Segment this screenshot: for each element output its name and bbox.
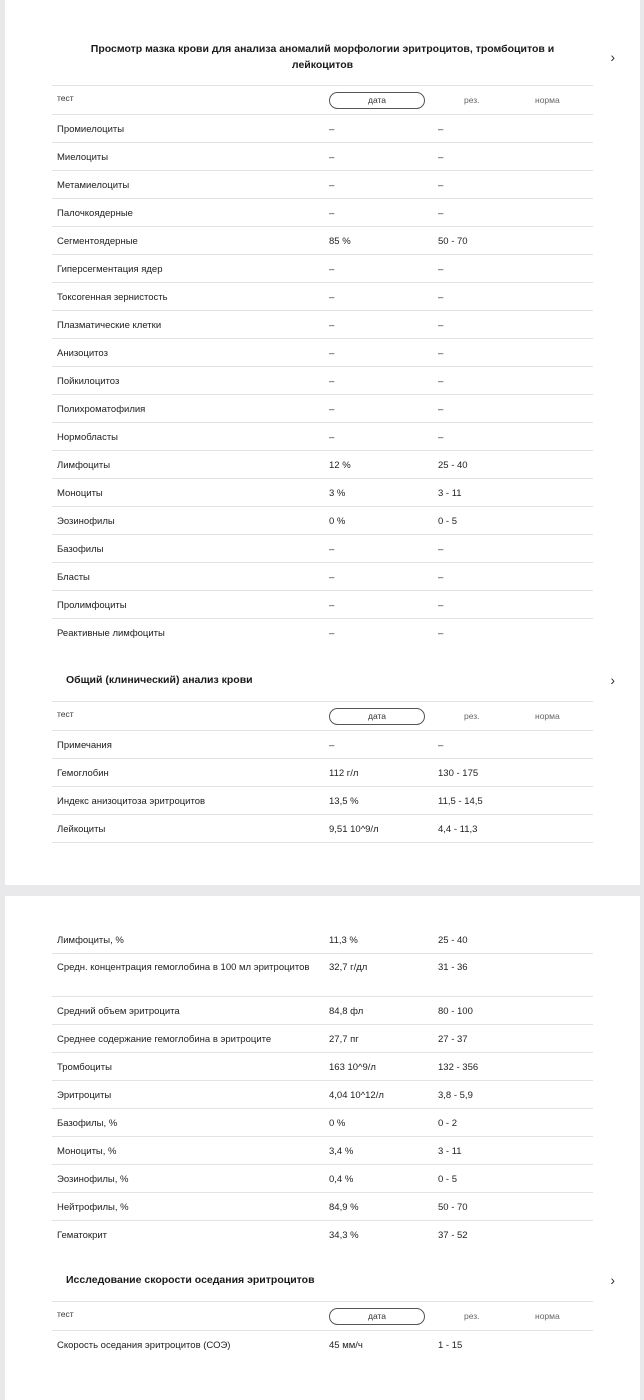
test-norm: – xyxy=(438,544,444,555)
test-norm: – xyxy=(438,124,444,135)
test-name: Лимфоциты xyxy=(57,460,111,471)
test-value: 45 мм/ч xyxy=(329,1340,363,1351)
table-row xyxy=(52,591,593,619)
test-value: 27,7 пг xyxy=(329,1034,359,1045)
test-norm: 3,8 - 5,9 xyxy=(438,1090,473,1101)
table-row xyxy=(52,395,593,423)
column-test-label: тест xyxy=(57,709,74,719)
test-value: – xyxy=(329,292,335,303)
test-norm: – xyxy=(438,404,444,415)
test-name: Скорость оседания эритроцитов (СОЭ) xyxy=(57,1340,231,1351)
test-norm: 1 - 15 xyxy=(438,1340,463,1351)
test-value: 85 % xyxy=(329,236,351,247)
test-norm: 0 - 5 xyxy=(438,516,458,527)
test-name: Полихроматофилия xyxy=(57,404,146,415)
esr-section-title: Исследование скорости оседания эритроцитов xyxy=(66,1274,315,1286)
test-name: Тромбоциты xyxy=(57,1062,112,1073)
test-name: Токсогенная зернистость xyxy=(57,292,168,303)
column-result-label: рез. xyxy=(464,1311,480,1321)
test-norm: 11,5 - 14,5 xyxy=(438,796,483,807)
test-name: Нормобласты xyxy=(57,432,119,443)
test-value: 34,3 % xyxy=(329,1230,359,1241)
test-norm: 50 - 70 xyxy=(438,1202,468,1213)
chevron-right-icon[interactable]: › xyxy=(610,1272,615,1288)
test-norm: 25 - 40 xyxy=(438,460,468,471)
test-name: Промиелоциты xyxy=(57,124,125,135)
table-row xyxy=(52,1025,593,1053)
test-value: 0 % xyxy=(329,516,346,527)
test-value: 11,3 % xyxy=(329,935,358,946)
test-norm: – xyxy=(438,572,444,583)
test-value: – xyxy=(329,376,335,387)
test-value: – xyxy=(329,544,335,555)
test-value: – xyxy=(329,600,335,611)
test-norm: – xyxy=(438,320,444,331)
table-row xyxy=(52,423,593,451)
table-row xyxy=(52,1165,593,1193)
column-result-label: рез. xyxy=(464,711,480,721)
test-value: 13,5 % xyxy=(329,796,359,807)
cbc-rows xyxy=(52,731,593,843)
table-row xyxy=(52,563,593,591)
column-result-label: рез. xyxy=(464,95,480,105)
test-value: – xyxy=(329,628,335,639)
test-value: – xyxy=(329,348,335,359)
test-norm: 0 - 2 xyxy=(438,1118,458,1129)
test-name: Миелоциты xyxy=(57,152,109,163)
test-value: 4,04 10^12/л xyxy=(329,1090,384,1101)
test-name: Анизоцитоз xyxy=(57,348,108,359)
test-name: Лимфоциты, % xyxy=(57,935,124,946)
test-norm: 80 - 100 xyxy=(438,1006,473,1017)
results-panel-bottom xyxy=(5,896,640,1400)
test-value: 163 10^9/л xyxy=(329,1062,376,1073)
table-row xyxy=(52,954,593,997)
test-value: 84,8 фл xyxy=(329,1006,364,1017)
table-row xyxy=(52,1081,593,1109)
test-value: 3 % xyxy=(329,488,346,499)
table-row xyxy=(52,815,593,843)
test-name: Нейтрофилы, % xyxy=(57,1202,129,1213)
table-row xyxy=(52,1053,593,1081)
test-value: – xyxy=(329,152,335,163)
results-panel-top xyxy=(5,0,640,885)
cbc-column-header xyxy=(52,701,593,731)
test-value: 84,9 % xyxy=(329,1202,359,1213)
test-norm: – xyxy=(438,628,444,639)
test-name: Примечания xyxy=(57,740,112,751)
table-row xyxy=(52,339,593,367)
test-norm: – xyxy=(438,740,444,751)
table-row xyxy=(52,115,593,143)
test-value: 0,4 % xyxy=(329,1174,354,1185)
test-norm: 3 - 11 xyxy=(438,1146,462,1157)
test-value: 12 % xyxy=(329,460,351,471)
esr-column-header xyxy=(52,1301,593,1331)
cbc-rows-continued xyxy=(52,926,593,1249)
test-name: Среднее содержание гемоглобина в эритроците xyxy=(57,1034,272,1045)
test-norm: 0 - 5 xyxy=(438,1174,458,1185)
test-value: 9,51 10^9/л xyxy=(329,824,379,835)
test-name: Базофилы, % xyxy=(57,1118,118,1129)
date-column-button[interactable]: дата xyxy=(329,1308,425,1325)
table-row xyxy=(52,507,593,535)
test-name: Пойкилоцитоз xyxy=(57,376,120,387)
test-name: Гиперсегментация ядер xyxy=(57,264,163,275)
test-norm: 27 - 37 xyxy=(438,1034,468,1045)
table-row xyxy=(52,1137,593,1165)
test-value: – xyxy=(329,404,335,415)
test-norm: – xyxy=(438,348,444,359)
test-name: Лейкоциты xyxy=(57,824,106,835)
table-row xyxy=(52,171,593,199)
test-name: Гемоглобин xyxy=(57,768,109,779)
test-norm: – xyxy=(438,152,444,163)
test-name: Эозинофилы xyxy=(57,516,115,527)
table-row xyxy=(52,759,593,787)
test-norm: 3 - 11 xyxy=(438,488,462,499)
test-norm: 50 - 70 xyxy=(438,236,468,247)
smear-rows xyxy=(52,115,593,647)
table-row xyxy=(52,1331,593,1359)
test-value: – xyxy=(329,208,335,219)
smear-section-title: Просмотр мазка крови для анализа аномалий морфологии эритроцитов, тромбоцитов и лейкоцитов xyxy=(90,43,555,71)
test-value: 112 г/л xyxy=(329,768,359,779)
test-name: Пролимфоциты xyxy=(57,600,127,611)
test-norm: 37 - 52 xyxy=(438,1230,468,1241)
test-norm: 31 - 36 xyxy=(438,962,468,973)
test-norm: – xyxy=(438,600,444,611)
test-norm: – xyxy=(438,180,444,191)
test-name: Гематокрит xyxy=(57,1230,108,1241)
column-norm-label: норма xyxy=(535,711,560,721)
test-name: Сегментоядерные xyxy=(57,236,138,247)
cbc-section-header[interactable] xyxy=(52,670,615,690)
test-value: – xyxy=(329,432,335,443)
table-row xyxy=(52,143,593,171)
test-norm: – xyxy=(438,292,444,303)
test-norm: – xyxy=(438,208,444,219)
table-row xyxy=(52,926,593,954)
table-row xyxy=(52,199,593,227)
test-name: Моноциты, % xyxy=(57,1146,117,1157)
test-name: Эритроциты xyxy=(57,1090,112,1101)
esr-rows xyxy=(52,1331,593,1359)
test-norm: 132 - 356 xyxy=(438,1062,479,1073)
test-value: – xyxy=(329,180,335,191)
test-name: Индекс анизоцитоза эритроцитов xyxy=(57,796,206,807)
test-name: Эозинофилы, % xyxy=(57,1174,129,1185)
table-row xyxy=(52,787,593,815)
esr-section-header[interactable] xyxy=(52,1270,615,1290)
test-name: Палочкоядерные xyxy=(57,208,133,219)
table-row xyxy=(52,479,593,507)
test-norm: 130 - 175 xyxy=(438,768,479,779)
test-value: – xyxy=(329,572,335,583)
test-value: 0 % xyxy=(329,1118,346,1129)
test-norm: – xyxy=(438,432,444,443)
test-name: Плазматические клетки xyxy=(57,320,162,331)
cbc-section-title: Общий (клинический) анализ крови xyxy=(66,674,253,686)
column-norm-label: норма xyxy=(535,95,560,105)
test-value: – xyxy=(329,124,335,135)
date-column-button[interactable]: дата xyxy=(329,92,425,109)
chevron-right-icon[interactable]: › xyxy=(610,49,615,65)
test-value: – xyxy=(329,320,335,331)
table-row xyxy=(52,1193,593,1221)
table-row xyxy=(52,997,593,1025)
chevron-right-icon[interactable]: › xyxy=(610,672,615,688)
test-name: Средний объем эритроцита xyxy=(57,1006,180,1017)
table-row xyxy=(52,1109,593,1137)
table-row xyxy=(52,227,593,255)
test-norm: – xyxy=(438,376,444,387)
table-row xyxy=(52,619,593,647)
table-row xyxy=(52,731,593,759)
smear-column-header xyxy=(52,85,593,115)
column-test-label: тест xyxy=(57,1309,74,1319)
test-name: Базофилы xyxy=(57,544,104,555)
smear-section-header[interactable] xyxy=(52,40,615,74)
table-row xyxy=(52,1221,593,1249)
table-row xyxy=(52,255,593,283)
test-name: Средн. концентрация гемоглобина в 100 мл эритроцитов xyxy=(57,962,310,973)
table-row xyxy=(52,311,593,339)
table-row xyxy=(52,283,593,311)
test-value: – xyxy=(329,264,335,275)
column-test-label: тест xyxy=(57,93,74,103)
test-norm: 25 - 40 xyxy=(438,935,468,946)
column-norm-label: норма xyxy=(535,1311,560,1321)
test-name: Моноциты xyxy=(57,488,103,499)
table-row xyxy=(52,535,593,563)
test-value: – xyxy=(329,740,335,751)
test-name: Реактивные лимфоциты xyxy=(57,628,165,639)
date-column-button[interactable]: дата xyxy=(329,708,425,725)
test-value: 3,4 % xyxy=(329,1146,354,1157)
table-row xyxy=(52,451,593,479)
test-norm: 4,4 - 11,3 xyxy=(438,824,478,835)
test-value: 32,7 г/дл xyxy=(329,962,368,973)
test-name: Бласты xyxy=(57,572,90,583)
test-name: Метамиелоциты xyxy=(57,180,130,191)
test-norm: – xyxy=(438,264,444,275)
table-row xyxy=(52,367,593,395)
